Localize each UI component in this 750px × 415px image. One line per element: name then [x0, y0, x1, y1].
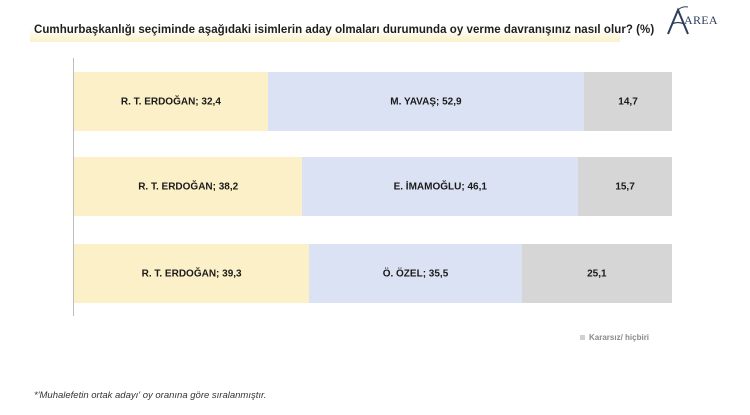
bar-segment-undecided: [584, 72, 672, 131]
bar-segment-undecided: [522, 244, 672, 303]
data-label: R. T. ERDOĞAN; 38,2: [138, 181, 239, 192]
data-label: 25,1: [587, 268, 607, 279]
data-label: R. T. ERDOĞAN; 39,3: [141, 268, 242, 279]
logo-text: AREA: [684, 13, 718, 27]
data-label: Ö. ÖZEL; 35,5: [382, 268, 449, 279]
chart-title: Cumhurbaşkanlığı seçiminde aşağıdaki isimlerin aday olmaları durumunda oy verme davranışınız nasıl olur? (%): [34, 24, 655, 36]
bar-segment-incumbent: [74, 157, 302, 216]
legend: [580, 333, 649, 342]
legend-label: Kararsız/ hiçbiri: [589, 333, 650, 342]
data-label: R. T. ERDOĞAN; 32,4: [120, 96, 221, 107]
bar-row: [74, 244, 672, 303]
bar-segment-incumbent: [74, 244, 309, 303]
bar-segment-opposition: [268, 72, 584, 131]
bar-segment-undecided: [578, 157, 672, 216]
bar-row: [74, 72, 672, 131]
bar-segment-opposition: [309, 244, 522, 303]
bar-segment-incumbent: [74, 72, 268, 131]
data-label: M. YAVAŞ; 52,9: [390, 96, 462, 107]
data-label: 14,7: [618, 96, 638, 107]
data-label: E. İMAMOĞLU; 46,1: [393, 181, 487, 192]
bar-segment-opposition: [302, 157, 578, 216]
bar-row: [74, 157, 672, 216]
data-label: 15,7: [615, 181, 635, 192]
footnote: *'Muhalefetin ortak adayı' oy oranına göre sıralanmıştır.: [34, 390, 267, 401]
legend-swatch-undecided: [580, 335, 585, 340]
title-banner: [30, 17, 655, 42]
